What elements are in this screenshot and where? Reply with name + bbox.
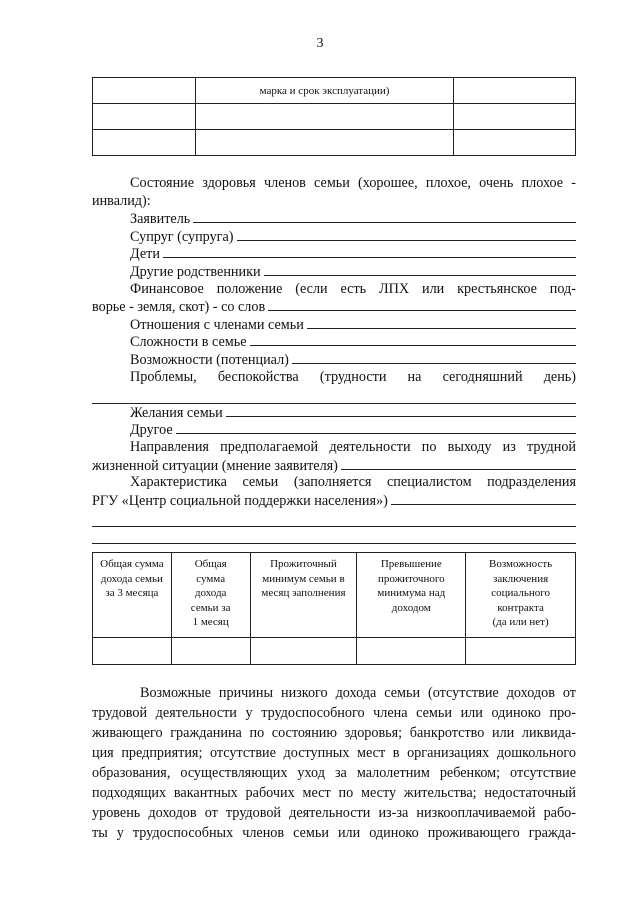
- directions-label: Направления предполагаемой деятельности по выходу из трудной: [130, 438, 576, 455]
- spouse-line[interactable]: [237, 228, 576, 241]
- difficulties-label: Сложности в семье: [130, 334, 247, 351]
- potential-label: Возможности (потенциал): [130, 351, 289, 368]
- reasons-line: Возможные причины низкого дохода семьи (отсутствие доходов от: [140, 685, 576, 701]
- income-col-subsistence: Прожиточный минимум семьи в месяц заполнения: [250, 553, 357, 638]
- characteristic-line-2[interactable]: [92, 509, 576, 527]
- children-line[interactable]: [163, 245, 576, 258]
- other-line[interactable]: [176, 421, 576, 434]
- wishes-line[interactable]: [226, 404, 576, 417]
- table-cell[interactable]: [250, 638, 357, 665]
- spouse-field[interactable]: [92, 228, 576, 246]
- reasons-line: трудовой деятельности у трудоспособного члена семьи или одиноко про-: [92, 705, 576, 721]
- wishes-field[interactable]: [92, 404, 576, 422]
- table-cell[interactable]: [357, 638, 466, 665]
- applicant-label: Заявитель: [130, 211, 191, 228]
- table-row: [93, 104, 576, 130]
- financial-label: Финансовое положение (если есть ЛПХ или крестьянское под-: [130, 280, 576, 297]
- income-col-3months: Общая сумма дохода семьи за 3 месяца: [93, 553, 172, 638]
- wishes-label: Желания семьи: [130, 404, 223, 421]
- characteristic-line[interactable]: [391, 492, 576, 505]
- relatives-field[interactable]: [92, 263, 576, 281]
- income-col-excess: Превышение прожиточного минимума над доходом: [357, 553, 466, 638]
- income-table-header: [93, 553, 576, 638]
- characteristic-field[interactable]: [92, 492, 576, 510]
- financial-field[interactable]: [92, 298, 576, 316]
- problems-label: Проблемы, беспокойства (трудности на сегодняшний день): [130, 368, 576, 385]
- health-intro: Состояние здоровья членов семьи (хорошее, плохое, очень плохое -: [130, 175, 576, 191]
- reasons-line: подходящих вакантных рабочих мест по месту жительства; недостаточный: [92, 785, 576, 801]
- problems-line[interactable]: [92, 386, 576, 404]
- potential-line[interactable]: [292, 351, 576, 364]
- low-income-reasons: [92, 683, 576, 843]
- relatives-line[interactable]: [264, 263, 576, 276]
- difficulties-field[interactable]: [92, 333, 576, 351]
- directions-field[interactable]: [92, 457, 576, 475]
- table-row: [93, 638, 576, 665]
- reasons-line: уровень доходов от трудовой деятельности из-за низкооплачиваемой рабо-: [92, 805, 576, 821]
- other-label: Другое: [130, 422, 173, 439]
- table-cell: [454, 78, 576, 104]
- applicant-line[interactable]: [193, 210, 576, 223]
- applicant-field[interactable]: [92, 210, 576, 228]
- reasons-line: ция предприятия; отсутствие доступных мест в организациях дошкольного: [92, 745, 576, 761]
- spouse-label: Супруг (супруга): [130, 228, 234, 245]
- table-cell[interactable]: [195, 104, 454, 130]
- table-cell[interactable]: [171, 638, 250, 665]
- difficulties-line[interactable]: [250, 333, 576, 346]
- financial-label-cont: ворье - земля, скот) - со слов: [92, 299, 266, 316]
- vehicle-table: [92, 77, 576, 156]
- children-field[interactable]: [92, 245, 576, 263]
- page-number: 3: [316, 36, 324, 51]
- directions-label-cont: жизненной ситуации (мнение заявителя): [92, 457, 338, 474]
- reasons-line: живающего гражданина по состоянию здоровья; банкротство или ликвида-: [92, 725, 576, 741]
- health-intro-cont: инвалид):: [92, 192, 151, 209]
- income-col-contract: Возможность заключения социального контракта (да или нет): [466, 553, 576, 638]
- table-cell[interactable]: [93, 638, 172, 665]
- table-row: [93, 78, 576, 104]
- relations-field[interactable]: [92, 316, 576, 334]
- form-body: [92, 175, 576, 544]
- table-row: [93, 130, 576, 156]
- reasons-line: образования, осуществляющих уход за малолетним ребенком; отсутствие: [92, 765, 576, 781]
- table-cell[interactable]: [93, 130, 196, 156]
- income-col-1month: Общая сумма дохода семьи за 1 месяц: [171, 553, 250, 638]
- table-cell[interactable]: [195, 130, 454, 156]
- characteristic-label: Характеристика семьи (заполняется специалистом подразделения: [130, 474, 576, 491]
- table-cell[interactable]: [454, 104, 576, 130]
- table-cell[interactable]: [466, 638, 576, 665]
- characteristic-label-cont: РГУ «Центр социальной поддержки населения»): [92, 492, 388, 509]
- table-cell[interactable]: [454, 130, 576, 156]
- relations-label: Отношения с членами семьи: [130, 316, 304, 333]
- table-cell[interactable]: [93, 104, 196, 130]
- other-field[interactable]: [92, 421, 576, 439]
- characteristic-line-3[interactable]: [92, 527, 576, 545]
- relatives-label: Другие родственники: [130, 263, 261, 280]
- table-cell-header: марка и срок эксплуатации): [195, 78, 454, 104]
- relations-line[interactable]: [307, 316, 576, 329]
- financial-line[interactable]: [268, 298, 576, 311]
- income-table: [92, 552, 576, 665]
- table-cell: [93, 78, 196, 104]
- directions-line[interactable]: [341, 457, 576, 470]
- potential-field[interactable]: [92, 351, 576, 369]
- reasons-line: ты у трудоспособных членов семьи или одиноко проживающего гражда-: [92, 825, 576, 841]
- children-label: Дети: [130, 246, 160, 263]
